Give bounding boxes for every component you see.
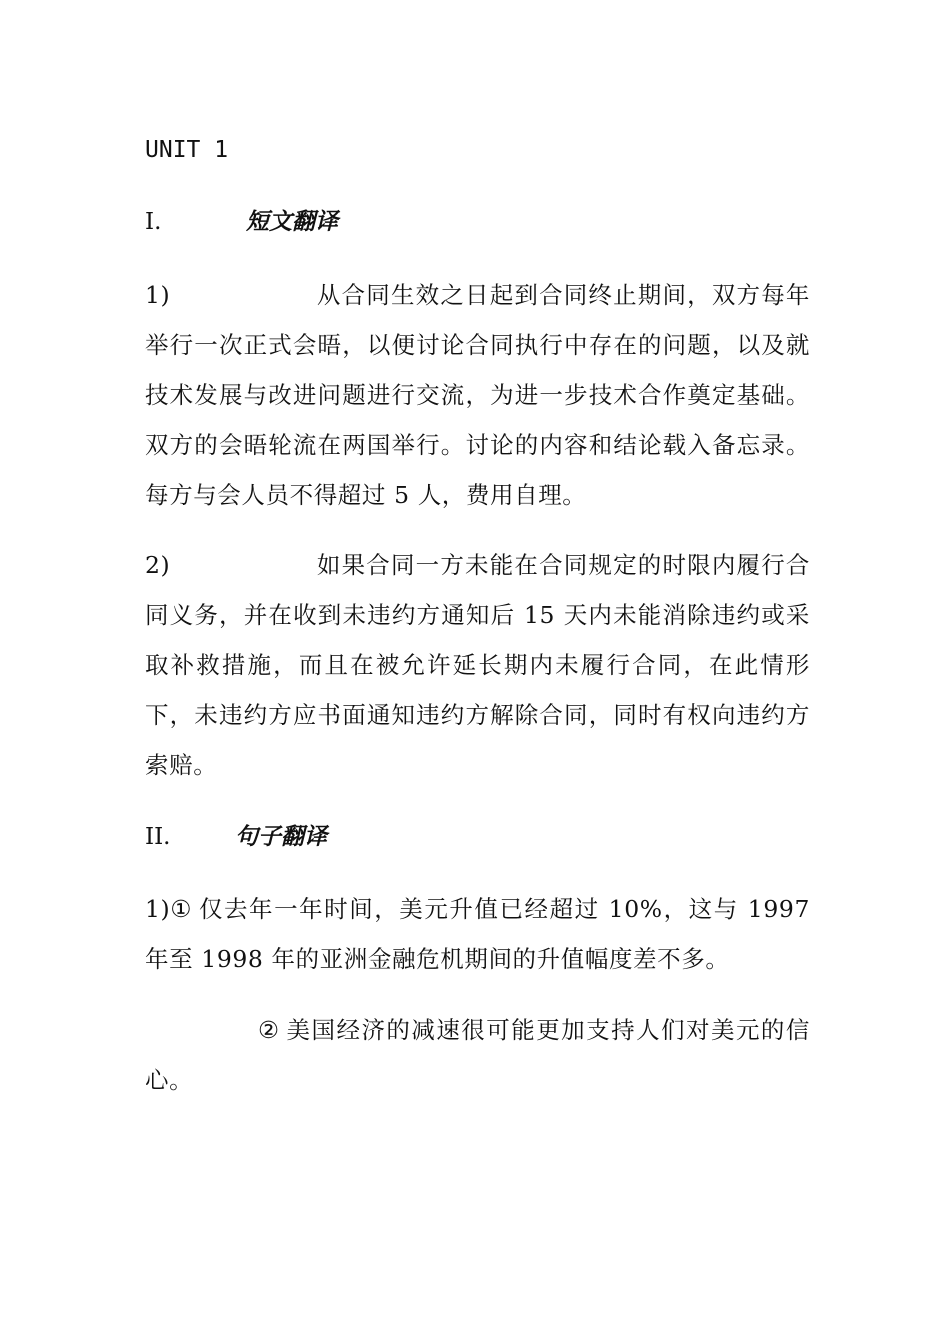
paragraph-text: 如果合同一方未能在合同规定的时限内履行合同义务，并在收到未违约方通知后 15 天内未能消除违约或采取补救措施，而且在被允许延长期内未履行合同，在此情形下，未违约方应书面通知违约方解除合同，同时有权向违约方索赔。 — [145, 551, 810, 779]
section-title: 短文翻译 — [246, 208, 338, 235]
item-marker: 1) — [145, 895, 171, 923]
item-marker: 2) — [145, 551, 171, 579]
sentence-item-2 — [145, 1005, 810, 1105]
section-number: II. — [145, 824, 171, 850]
item-marker: 1) — [145, 281, 171, 309]
section-number: I. — [145, 209, 162, 235]
circled-number: ① — [170, 895, 192, 923]
sentence-text: 仅去年一年时间，美元升值已经超过 10%，这与 1997 年至 1998 年的亚洲金融危机期间的升值幅度差不多。 — [145, 895, 810, 973]
section-heading-1 — [145, 208, 338, 236]
sentence-item-1 — [145, 884, 810, 984]
paragraph-item-2 — [145, 540, 810, 790]
circled-number: ② — [258, 1016, 280, 1044]
sentence-text: 美国经济的减速很可能更加支持人们对美元的信心。 — [145, 1016, 810, 1094]
unit-title: UNIT 1 — [145, 137, 229, 163]
paragraph-item-1 — [145, 270, 810, 520]
section-title: 句子翻译 — [235, 823, 327, 850]
paragraph-text: 从合同生效之日起到合同终止期间，双方每年举行一次正式会晤，以便讨论合同执行中存在的问题，以及就技术发展与改进问题进行交流，为进一步技术合作奠定基础。双方的会晤轮流在两国举行。讨论的内容和结论载入备忘录。每方与会人员不得超过 5 人，费用自理。 — [145, 281, 810, 509]
section-heading-2 — [145, 823, 327, 851]
